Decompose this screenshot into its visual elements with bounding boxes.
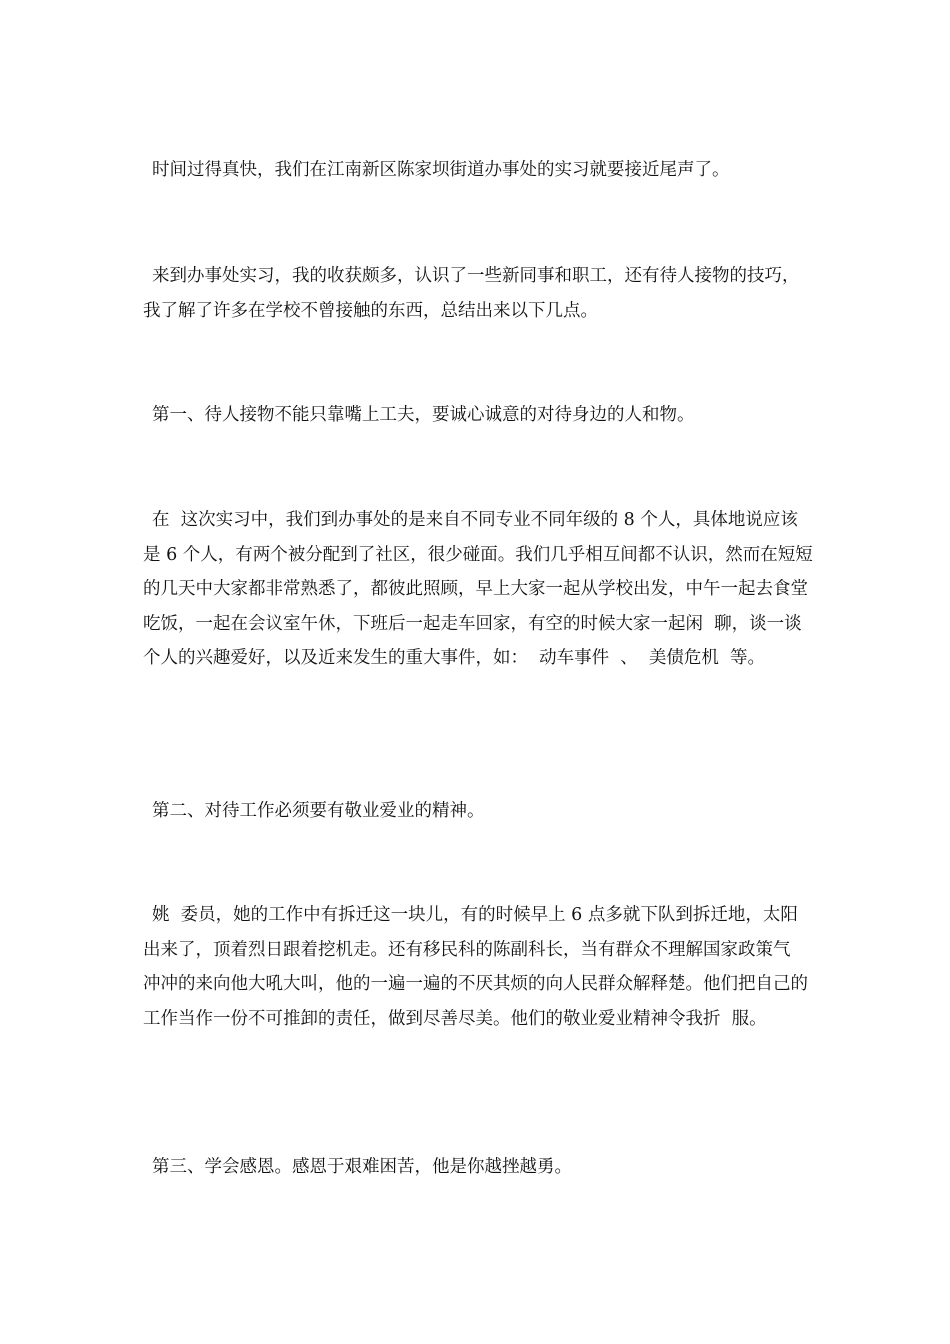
paragraph-point-two-detail: 姚 委员，她的工作中有拆迁这一块儿，有的时候早上 6 点多就下队到拆迁地，太阳出来了，顶着烈日跟着挖机走。还有移民科的陈副科长，当有群众不理解国家政策气 冲冲的来向他大吼大叫，他的一遍一遍的不厌其烦的向人民群众解释楚。他们把自己的工作当作一份不可推卸的责任，做到尽善尽美。他们的敬业爱业精神令我折 服。 [143,905,808,1029]
paragraph-point-three: 第三、学会感恩。感恩于艰难困苦，他是你越挫越勇。 [152,1157,572,1177]
paragraph-intro: 时间过得真快，我们在江南新区陈家坝街道办事处的实习就要接近尾声了。 [152,160,730,180]
paragraph-harvest: 来到办事处实习，我的收获颇多，认识了一些新同事和职工，还有待人接物的技巧，我了解了许多在学校不曾接触的东西，总结出来以下几点。 [143,266,800,321]
paragraph-point-two: 第二、对待工作必须要有敬业爱业的精神。 [152,801,485,821]
paragraph-point-one-detail: 在 这次实习中，我们到办事处的是来自不同专业不同年级的 8 个人，具体地说应该是 6 个人，有两个被分配到了社区，很少碰面。我们几乎相互间都不认识，然而在短短的几天中大家都非常熟悉了，都彼此照顾，早上大家一起从学校出发，中午一起去食堂吃饭，一起在会议室午休，下班后一起走车回家，有空的时候大家一起闲 聊，谈一谈个人的兴趣爱好，以及近来发生的重大事件，如： 动车事件 、 美债危机 等。 [143,510,813,668]
paragraph-point-one: 第一、待人接物不能只靠嘴上工夫，要诚心诚意的对待身边的人和物。 [152,405,695,425]
